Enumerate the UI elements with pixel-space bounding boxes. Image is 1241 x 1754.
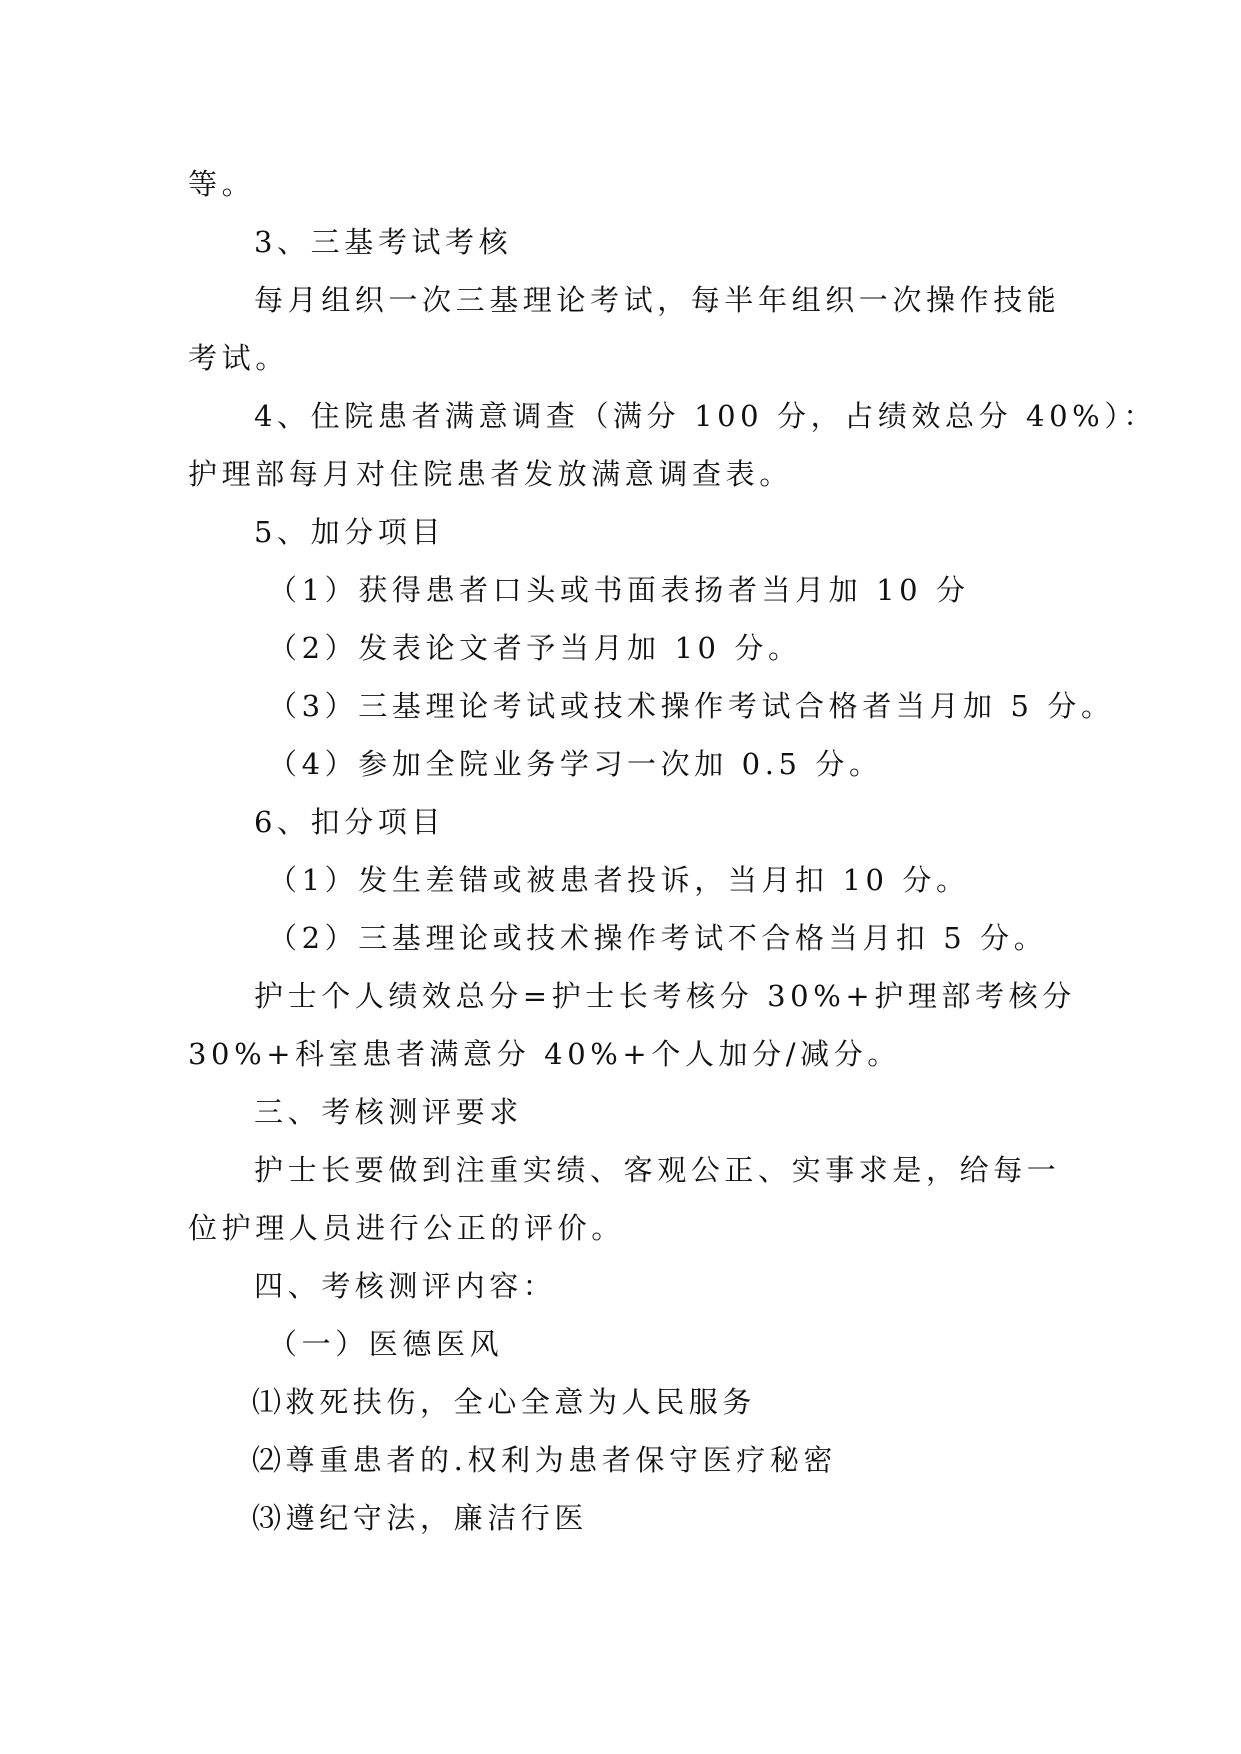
paragraph-line: 护士个人绩效总分=护士长考核分 30%+护理部考核分 — [254, 979, 1076, 1013]
paragraph-line: 每月组织一次三基理论考试，每半年组织一次操作技能 — [254, 283, 1061, 317]
paragraph-line: 30%+科室患者满意分 40%+个人加分/减分。 — [188, 1037, 901, 1071]
paragraph-line: 护理部每月对住院患者发放满意调查表。 — [188, 457, 793, 491]
section-heading: 3、三基考试考核 — [254, 225, 513, 259]
section-heading: 5、加分项目 — [254, 515, 446, 549]
list-item: （2）三基理论或技术操作考试不合格当月扣 5 分。 — [268, 921, 1048, 955]
list-item: （2）发表论文者予当月加 10 分。 — [268, 631, 802, 665]
section-heading: 6、扣分项目 — [254, 805, 446, 839]
list-item: ⑶遵纪守法，廉洁行医 — [252, 1501, 589, 1535]
list-item: （3）三基理论考试或技术操作考试合格者当月加 5 分。 — [268, 689, 1115, 723]
list-item: （1）发生差错或被患者投诉，当月扣 10 分。 — [268, 863, 970, 897]
list-item: （1）获得患者口头或书面表扬者当月加 10 分 — [268, 573, 970, 607]
list-item: ⑴救死扶伤，全心全意为人民服务 — [252, 1385, 757, 1419]
subsection-heading: （一）医德医风 — [268, 1327, 504, 1361]
section-heading: 三、考核测评要求 — [254, 1095, 523, 1129]
section-heading: 四、考核测评内容： — [254, 1269, 557, 1303]
section-heading: 4、住院患者满意调查（满分 100 分，占绩效总分 40%）： — [254, 399, 1158, 433]
paragraph-line: 考试。 — [188, 341, 289, 375]
list-item: （4）参加全院业务学习一次加 0.5 分。 — [268, 747, 883, 781]
paragraph-line: 位护理人员进行公正的评价。 — [188, 1211, 625, 1245]
text-line: 等。 — [188, 167, 256, 201]
paragraph-line: 护士长要做到注重实绩、客观公正、实事求是，给每一 — [254, 1153, 1061, 1187]
list-item: ⑵尊重患者的.权利为患者保守医疗秘密 — [252, 1443, 838, 1477]
